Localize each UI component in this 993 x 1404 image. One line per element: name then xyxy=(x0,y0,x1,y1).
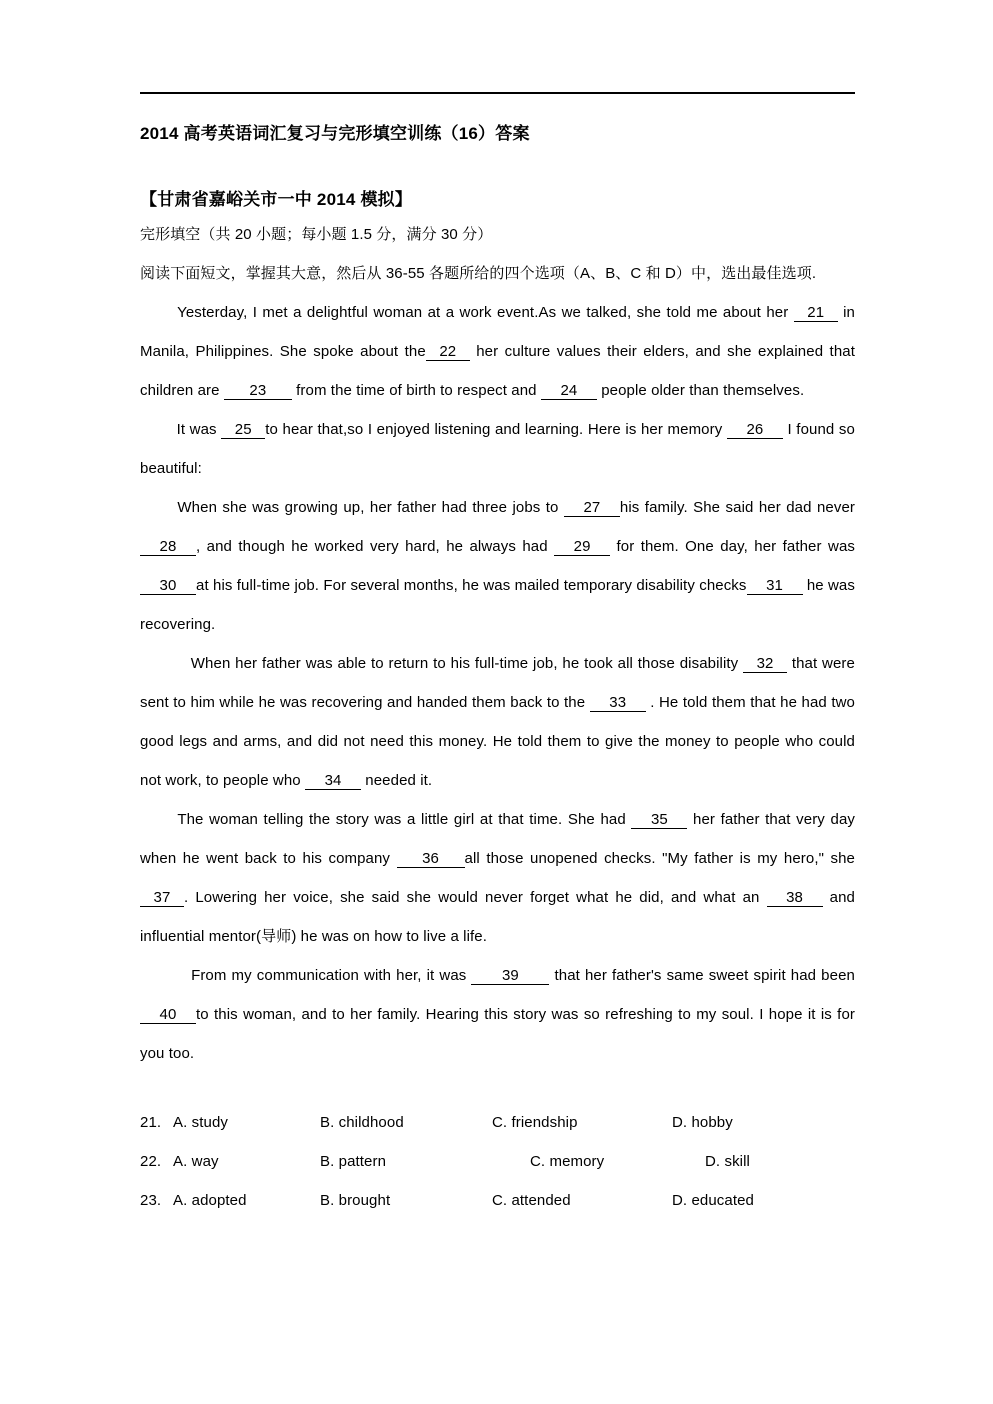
blank-38[interactable]: 38 xyxy=(767,889,823,907)
choice-number: 22. xyxy=(140,1153,162,1170)
passage-text: to hear that,so I enjoyed listening and learning. Here is her memory xyxy=(265,421,723,438)
blank-28[interactable]: 28 xyxy=(140,538,196,556)
passage-text: When she was growing up, her father had three jobs to xyxy=(177,499,559,516)
passage-text: Yesterday, I met a delightful woman at a work event.As we talked, she told me about her xyxy=(177,304,789,321)
blank-23[interactable]: 23 xyxy=(224,382,292,400)
blank-40[interactable]: 40 xyxy=(140,1006,196,1024)
passage-paragraph-5 xyxy=(140,800,855,956)
passage-paragraph-1 xyxy=(140,293,855,410)
blank-29[interactable]: 29 xyxy=(554,538,610,556)
choice-option-c[interactable]: C. friendship xyxy=(492,1114,578,1131)
passage-text: that her father's same sweet spirit had been xyxy=(554,967,855,984)
choices-list xyxy=(140,1103,855,1220)
passage-text: From my communication with her, it was xyxy=(191,967,467,984)
blank-39[interactable]: 39 xyxy=(471,967,549,985)
choice-row xyxy=(140,1103,855,1142)
choice-option-d[interactable]: D. skill xyxy=(705,1153,750,1170)
passage-text: . Lowering her voice, she said she would never forget what he did, and what an xyxy=(184,889,760,906)
document-content xyxy=(140,110,855,1220)
passage-text: from the time of birth to respect and xyxy=(296,382,537,399)
passage-text: The woman telling the story was a little girl at that time. She had xyxy=(177,811,626,828)
instruction-line-2: 阅读下面短文，掌握其大意，然后从 36-55 各题所给的四个选项（A、B、C 和 D）中，选出最佳选项. xyxy=(140,265,817,282)
passage-text: people older than themselves. xyxy=(601,382,805,399)
passage-text: her father that very day when he went back to his company xyxy=(140,811,855,867)
blank-31[interactable]: 31 xyxy=(747,577,803,595)
blank-26[interactable]: 26 xyxy=(727,421,783,439)
passage-text: needed it. xyxy=(365,772,433,789)
choice-row xyxy=(140,1181,855,1220)
header-rule xyxy=(140,92,855,94)
choice-option-d[interactable]: D. hobby xyxy=(672,1114,733,1131)
passage-text: at his full-time job. For several months, he was mailed temporary disability checks xyxy=(196,577,747,594)
passage-paragraph-3 xyxy=(140,488,855,644)
choice-option-d[interactable]: D. educated xyxy=(672,1192,754,1209)
passage-text: in Manila, Philippines. She spoke about the xyxy=(140,304,855,360)
blank-32[interactable]: 32 xyxy=(743,655,787,673)
blank-21[interactable]: 21 xyxy=(794,304,838,322)
blank-33[interactable]: 33 xyxy=(590,694,646,712)
choice-option-a[interactable]: A. way xyxy=(173,1153,219,1170)
passage-paragraph-2 xyxy=(140,410,855,488)
passage-text: her culture values their elders, and she explained that children are xyxy=(140,343,855,399)
passage-text: his family. She said her dad never xyxy=(619,499,855,516)
passage-text: and influential mentor(导师) he was on how to live a life. xyxy=(140,889,855,945)
passage-text: I found so beautiful: xyxy=(140,421,855,477)
blank-30[interactable]: 30 xyxy=(140,577,196,595)
blank-36[interactable]: 36 xyxy=(397,850,465,868)
choice-option-b[interactable]: B. brought xyxy=(320,1192,391,1209)
choice-number: 21. xyxy=(140,1114,162,1131)
passage-text: When her father was able to return to his full-time job, he took all those disability xyxy=(190,655,739,672)
passage-paragraph-4 xyxy=(140,644,855,800)
page-title: 2014 高考英语词汇复习与完形填空训练（16）答案 xyxy=(140,124,530,143)
passage-text: all those unopened checks. "My father is my hero," she xyxy=(464,850,855,867)
blank-34[interactable]: 34 xyxy=(305,772,361,790)
choice-option-a[interactable]: A. adopted xyxy=(173,1192,247,1209)
choice-option-b[interactable]: B. childhood xyxy=(320,1114,404,1131)
choice-option-c[interactable]: C. memory xyxy=(530,1153,605,1170)
choice-number: 23. xyxy=(140,1192,162,1209)
blank-25[interactable]: 25 xyxy=(221,421,265,439)
blank-24[interactable]: 24 xyxy=(541,382,597,400)
passage-paragraph-6 xyxy=(140,956,855,1073)
passage-text: It was xyxy=(176,421,217,438)
choice-row xyxy=(140,1142,855,1181)
blank-37[interactable]: 37 xyxy=(140,889,184,907)
passage-text: for them. One day, her father was xyxy=(616,538,855,555)
passage-text: , and though he worked very hard, he always had xyxy=(196,538,548,555)
passage-text: . He told them that he had two good legs and arms, and did not need this money. He told them to give the money to people who could not work, to people who xyxy=(140,694,855,789)
choice-option-a[interactable]: A. study xyxy=(173,1114,228,1131)
section-header: 【甘肃省嘉峪关市一中 2014 模拟】 xyxy=(140,190,413,209)
choice-option-b[interactable]: B. pattern xyxy=(320,1153,387,1170)
blank-35[interactable]: 35 xyxy=(631,811,687,829)
blank-22[interactable]: 22 xyxy=(426,343,470,361)
passage-text: to this woman, and to her family. Hearing this story was so refreshing to my soul. I hope it is for you too. xyxy=(140,1006,855,1062)
choice-option-c[interactable]: C. attended xyxy=(492,1192,571,1209)
instruction-line-1: 完形填空（共 20 小题；每小题 1.5 分，满分 30 分） xyxy=(140,226,493,243)
passage-text: that were sent to him while he was recovering and handed them back to the xyxy=(140,655,855,711)
blank-27[interactable]: 27 xyxy=(564,499,620,517)
passage-text: he was recovering. xyxy=(140,577,855,633)
